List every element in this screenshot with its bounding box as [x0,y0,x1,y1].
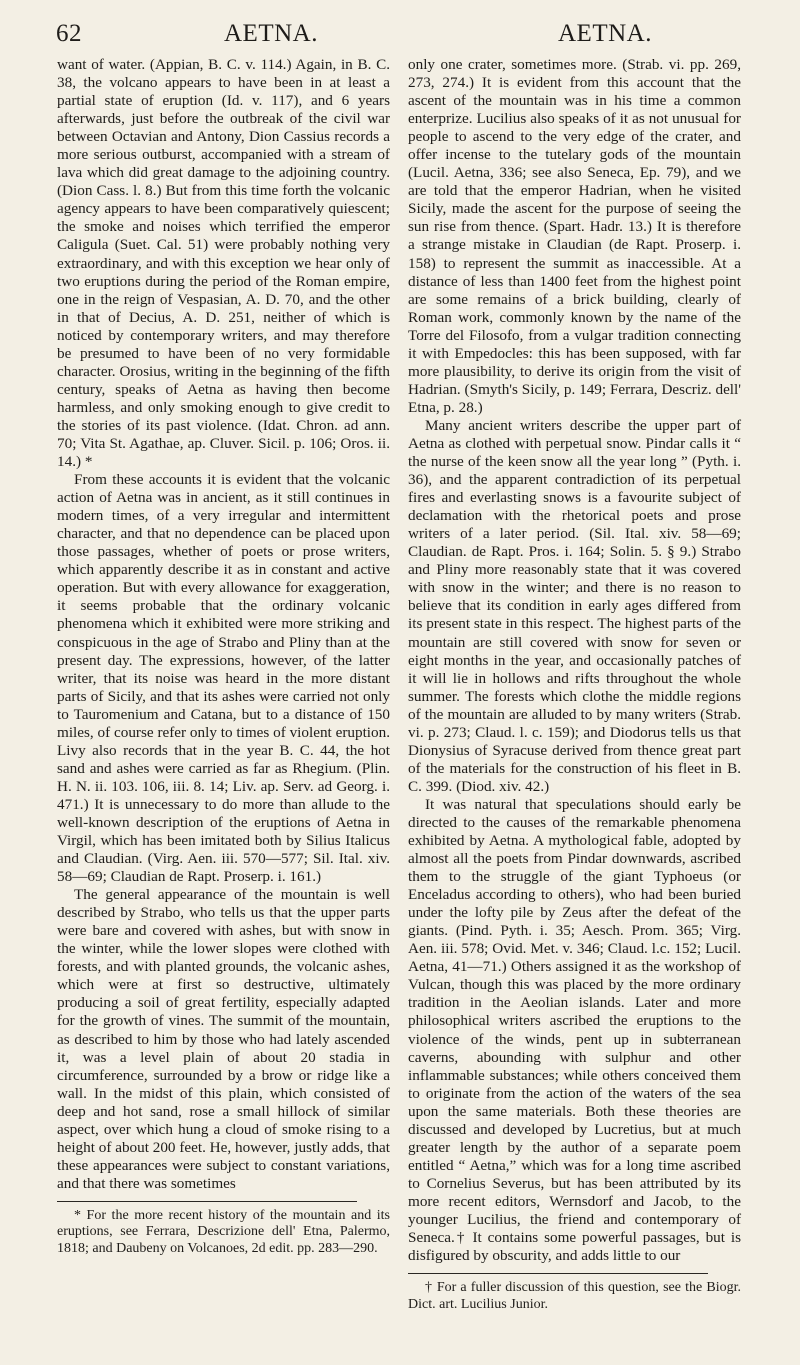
paragraph: From these accounts it is evident that the volcanic action of Aetna was in ancient, as it still continues in modern times, of a very irregular and intermittent character, and that no dependence can be placed upon those passages, whether of poets or prose writers, which apparently describe it as in constant and active operation. But with every allowance for exaggeration, it seems probable that the ordinary volcanic phenomena which it exhibited were more striking and conspicuous in the age of Strabo and Pliny than at the present day. The expressions, however, of the latter writer, that its noise was heard in the more distant parts of Sicily, and that its ashes were carried not only to Tauromenium and Catana, but to a distance of 150 miles, of course refer only to times of violent eruption. Livy also records that in the year B. C. 44, the hot sand and ashes were carried as far as Rhegium. (Plin. H. N. ii. 103. 106, iii. 8. 14; Liv. ap. Serv. ad Georg. i. 471.) It is unnecessary to do more than allude to the well-known description of the eruptions of Aetna in Virgil, which has been imitated both by Silius Italicus and Claudian. (Virg. Aen. iii. 570—577; Sil. Ital. xiv. 58—69; Claudian de Rapt. Proserp. i. 161.) [57,471,390,886]
paragraph: want of water. (Appian, B. C. v. 114.) Again, in B. C. 38, the volcano appears to have been in at least a partial state of eruption (Id. v. 117), and 6 years afterwards, just before the outbreak of the civil war between Octavian and Antony, Dion Cassius records a more serious outburst, accompanied with a stream of lava which did great damage to the adjoining country. (Dion Cass. l. 8.) But from this time forth the volcanic agency appears to have been comparatively quiescent; the smoke and noises which terrified the emperor Caligula (Suet. Cal. 51) were probably nothing very extraordinary, and with this exception we hear only of two eruptions during the period of the Roman empire, one in the reign of Vespasian, A. D. 70, and the other in that of Decius, A. D. 251, neither of which is noticed by contemporary writers, and may therefore be presumed to have been of no very formidable character. Orosius, writing in the beginning of the fifth century, speaks of Aetna as having then become harmless, and only smoking enough to give credit to the stories of its past violence. (Idat. Chron. ad ann. 70; Vita St. Agathae, ap. Cluver. Sicil. p. 106; Oros. ii. 14.) * [57,56,390,471]
paragraph: It was natural that speculations should early be directed to the causes of the remarkable phenomena exhibited by Aetna. A mythological fable, adopted by almost all the poets from Pindar downwards, ascribed them to the struggle of the giant Typhoeus (or Enceladus according to others), who had been buried under the lofty pile by Zeus after the defeat of the giants. (Pind. Pyth. i. 35; Aesch. Prom. 365; Virg. Aen. iii. 578; Ovid. Met. v. 346; Claud. l.c. 152; Lucil. Aetna, 41—71.) Others assigned it as the workshop of Vulcan, though this was placed by the more ordinary tradition in the Aeolian islands. Later and more philosophical writers ascribed the eruptions to the violence of the winds, pent up in subterranean caverns, abounding with sulphur and other inflammable substances; while others conceived them to originate from the action of the waters of the sea upon the same materials. Both these theories are discussed and developed by Lucretius, but at much greater length by the author of a separate poem entitled “ Aetna,” which was for a long time ascribed to Cornelius Severus, but has been attributed by its more recent editors, Wernsdorf and Jacob, to the younger Lucilius, the friend and contemporary of Seneca.† It contains some powerful passages, but is disfigured by obscurity, and adds little to our [408,795,741,1265]
footnote: † For a fuller discussion of this question, see the Biogr. Dict. art. Lucilius Junior. [408,1280,741,1312]
running-title-left: AETNA. [224,20,318,47]
paragraph: The general appearance of the mountain is well described by Strabo, who tells us that the upper parts were bare and covered with ashes, but with snow in the winter, while the lower slopes were clothed with forests, and with planted grounds, the volcanic ashes, which were at first so destructive, ultimately producing a soil of great fertility, especially adapted for the growth of vines. The summit of the mountain, as described to him by those who had lately ascended it, was a level plain of about 20 stadia in circumference, surrounded by a brow or ridge like a wall. In the midst of this plain, which consisted of deep and hot sand, rose a small hillock of similar aspect, over which hung a cloud of smoke rising to a height of about 200 feet. He, however, justly adds, that these appearances were subject to constant variations, and that there was sometimes [57,886,391,1192]
page-number: 62 [56,20,82,47]
right-column [408,56,741,1313]
running-title-right: AETNA. [558,20,652,47]
footnote-divider [408,1273,708,1274]
page-header [0,0,800,56]
left-column [57,56,390,1257]
paragraph: Many ancient writers describe the upper part of Aetna as clothed with perpetual snow. Pindar calls it “ the nurse of the keen snow all the year long ” (Pyth. i. 36), and the apparent contradiction of its perpetual fires and everlasting snows is a favourite subject of declamation with the rhetorical poets and prose writers of a later period. (Sil. Ital. xiv. 58—69; Claudian. de Rapt. Pros. i. 164; Solin. 5. § 9.) Strabo and Pliny more reasonably state that it was covered with snow in the winter; and there is no reason to believe that its condition in early ages differed from its present state in this respect. The highest parts of the mountain are still covered with snow for seven or eight months in the year, and occasionally patches of it will lie in hollows and rifts throughout the whole summer. The forests which clothe the middle regions of the mountain are alluded to by many writers (Strab. vi. p. 273; Claud. l. c. 159); and Diodorus tells us that Dionysius of Syracuse derived from thence great part of the materials for the construction of his fleet in B. C. 399. (Diod. xiv. 42.) [408,416,741,795]
paragraph: only one crater, sometimes more. (Strab. vi. pp. 269, 273, 274.) It is evident from this account that the ascent of the mountain was in his time a common enterprize. Lucilius also speaks of it as not unusual for people to ascend to the very edge of the crater, and offer incense to the tutelary gods of the mountain (Lucil. Aetna, 336; see also Seneca, Ep. 79), and we are told that the emperor Hadrian, when he visited Sicily, made the ascent for the purpose of seeing the sun rise from thence. (Spart. Hadr. 13.) It is therefore a strange mistake in Claudian (de Rapt. Proserp. i. 158) to represent the summit as inaccessible. At a distance of less than 1400 feet from the highest point are some remains of a brick building, clearly of Roman work, commonly known by the name of the Torre del Filosofo, from a vulgar tradition connecting it with Empedocles: this has been supposed, with far more plausibility, to derive its origin from the visit of Hadrian. (Smyth's Sicily, p. 149; Ferrara, Descriz. dell' Etna, p. 28.) [408,56,741,416]
footnote: * For the more recent history of the mountain and its eruptions, see Ferrara, Descrizione dell' Etna, Palermo, 1818; and Daubeny on Volcanoes, 2d edit. pp. 283—290. [57,1207,390,1256]
footnote-divider [57,1201,357,1202]
